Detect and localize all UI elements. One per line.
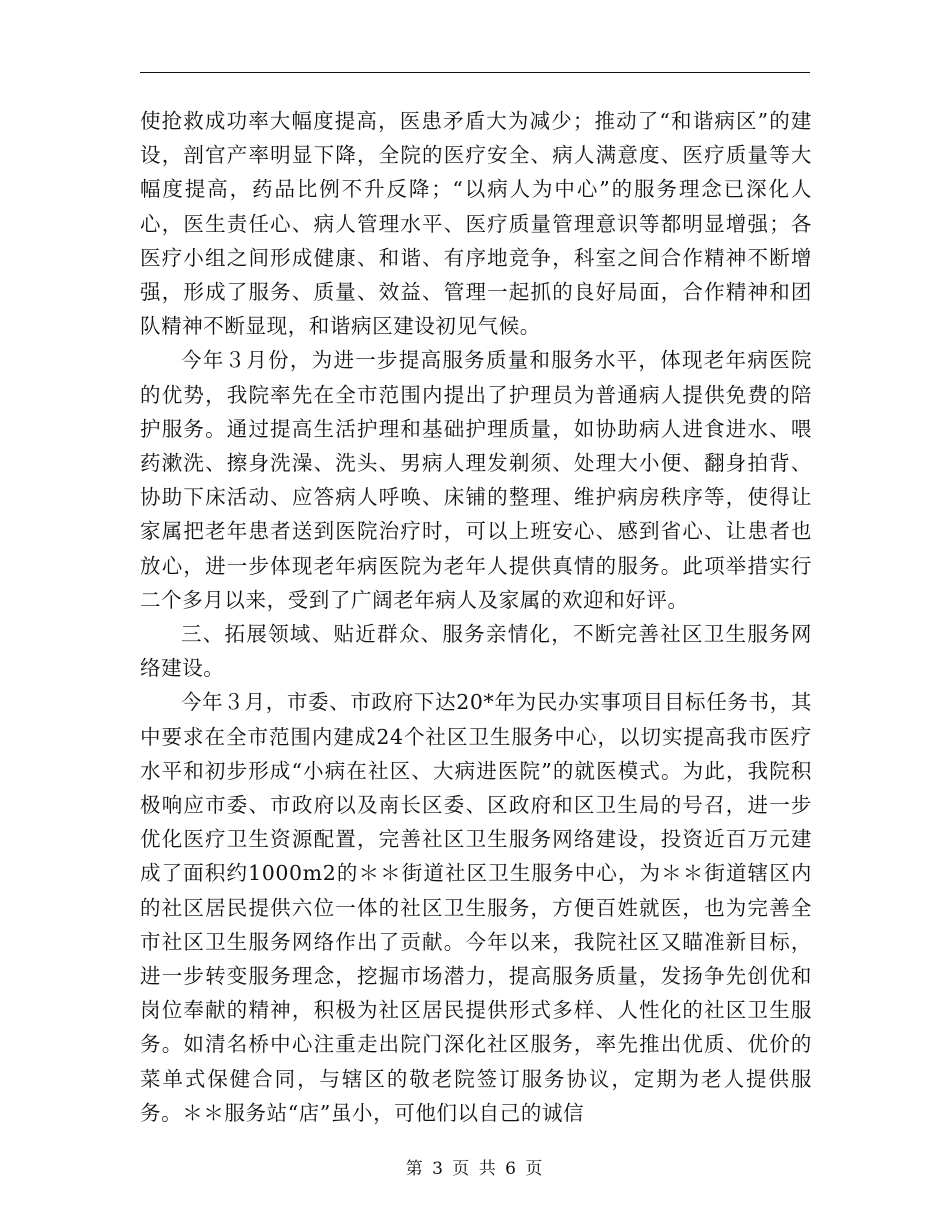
paragraph-community-health-centers: 今年３月，市委、市政府下达20*年为民办实事项目目标任务书，其中要求在全市范围内建成24个社区卫生服务中心，以切实提高我市医疗水平和初步形成“小病在社区、大病进医院”的就医模式。为此，我院积极响应市委、市政府以及南长区委、区政府和区卫生局的号召，进一步优化医疗卫生资源配置，完善社区卫生服务网络建设，投资近百万元建成了面积约1000m2的＊＊街道社区卫生服务中心，为＊＊街道辖区内的社区居民提供六位一体的社区卫生服务，方便百姓就医，也为完善全市社区卫生服务网络作出了贡献。今年以来，我院社区又瞄准新目标，进一步转变服务理念，挖掘市场潜力，提高服务质量，发扬争先创优和岗位奉献的精神，积极为社区居民提供形式多样、人性化的社区卫生服务。如清名桥中心注重走出院门深化社区服务，率先推出优质、优价的菜单式保健合同，与辖区的敬老院签订服务协议，定期为老人提供服务。＊＊服务站“店”虽小，可他们以自己的诚信 — [140, 690, 812, 1125]
section-heading-community-service: 三、拓展领域、贴近群众、服务亲情化，不断完善社区卫生服务网络建设。 — [140, 622, 812, 681]
paragraph-march-escort-service: 今年３月份，为进一步提高服务质量和服务水平，体现老年病医院的优势，我院率先在全市范围内提出了护理员为普通病人提供免费的陪护服务。通过提高生活护理和基础护理质量，如协助病人进食进水、喂药漱洗、擦身洗澡、洗头、男病人理发剃须、处理大小便、翻身拍背、协助下床活动、应答病人呼唤、床铺的整理、维护病房秩序等，使得让家属把老年患者送到医院治疗时，可以上班安心、感到省心、让患者也放心，进一步体现老年病医院为老年人提供真情的服务。此项举措实行二个多月以来，受到了广阔老年病人及家属的欢迎和好评。 — [140, 348, 812, 612]
document-body — [140, 104, 812, 1130]
page-number-footer: 第 3 页 共 6 页 — [405, 1159, 545, 1179]
header-rule — [140, 72, 810, 73]
paragraph-continuation: 使抢救成功率大幅度提高，医患矛盾大为减少；推动了“和谐病区”的建设，剖官产率明显下降，全院的医疗安全、病人满意度、医疗质量等大幅度提高，药品比例不升反降；“以病人为中心”的服务理念已深化人心，医生责任心、病人管理水平、医疗质量管理意识等都明显增强；各医疗小组之间形成健康、和谐、有序地竞争，科室之间合作精神不断增强，形成了服务、质量、效益、管理一起抓的良好局面，合作精神和团队精神不断显现，和谐病区建设初见气候。 — [140, 109, 812, 339]
